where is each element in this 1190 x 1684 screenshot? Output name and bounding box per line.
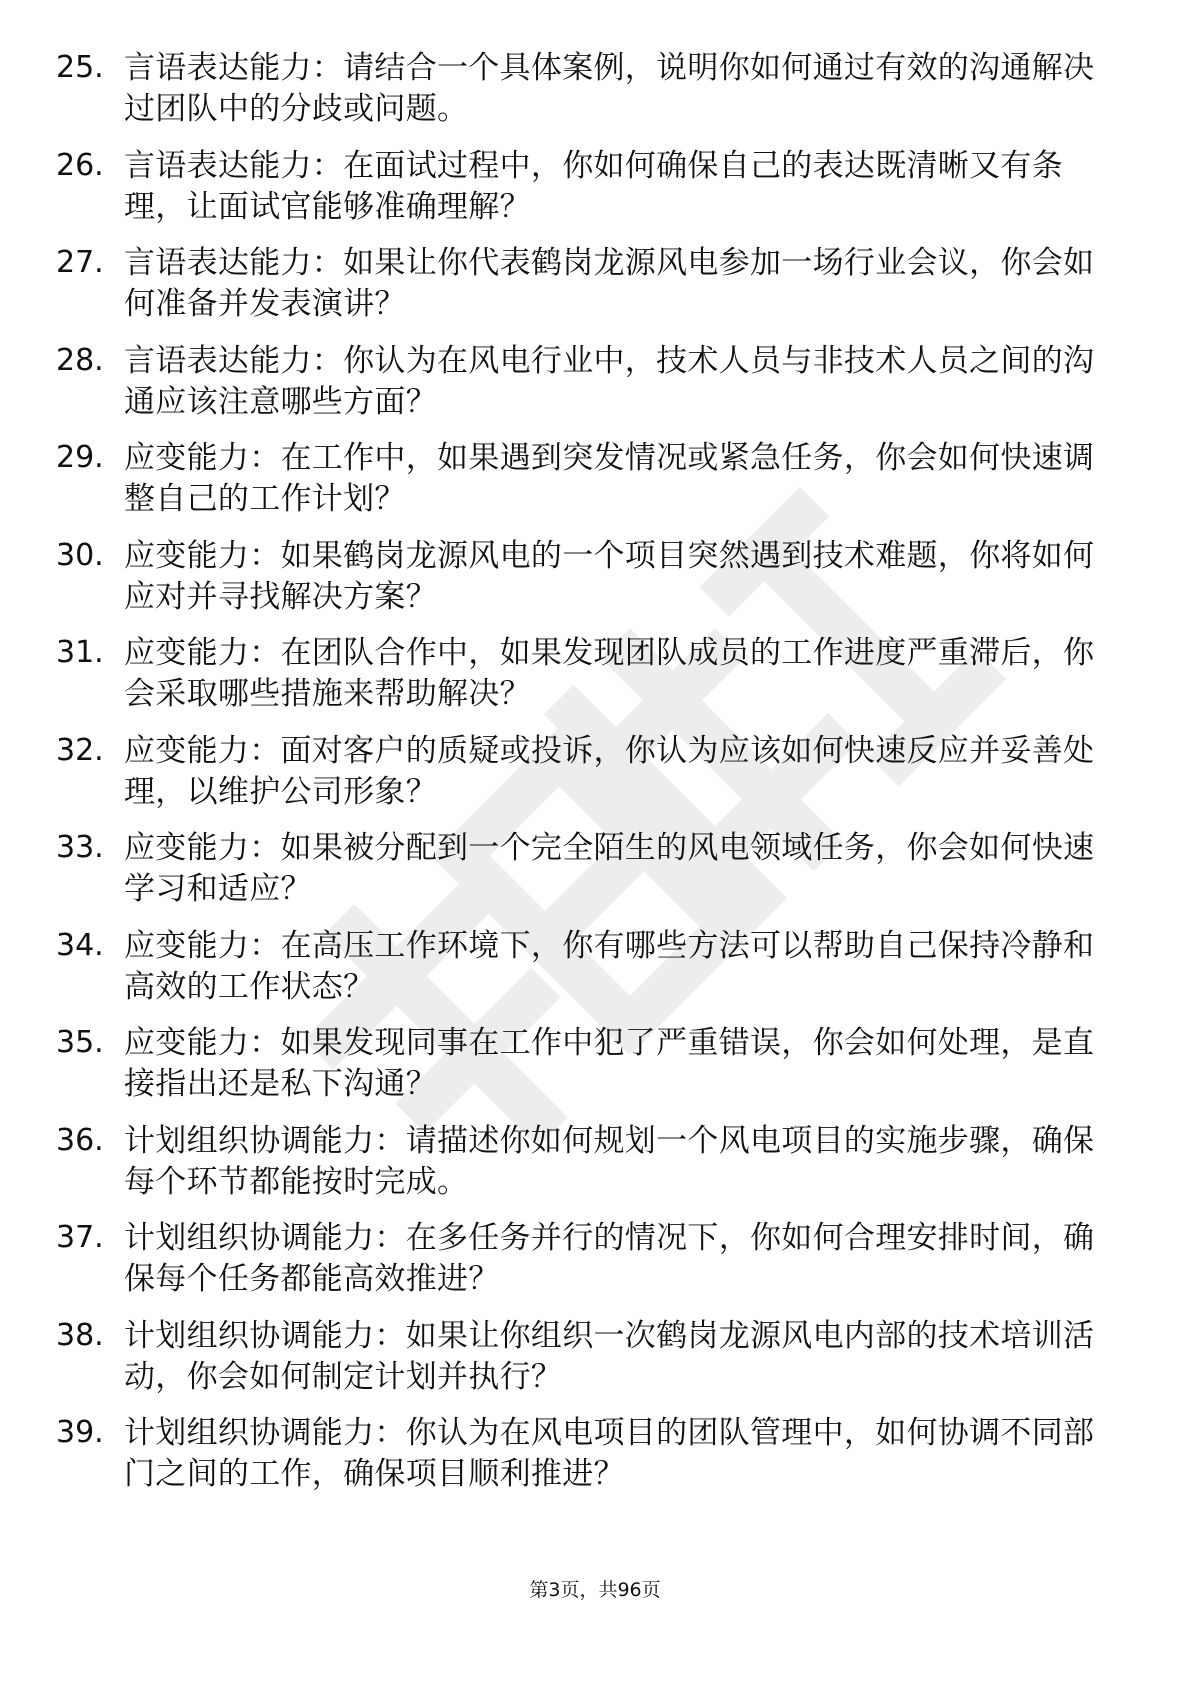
question-item bbox=[0, 1316, 1190, 1414]
question-text: 应变能力：在团队合作中，如果发现团队成员的工作进度严重滞后，你会采取哪些措施来帮助解决？ bbox=[124, 635, 1095, 712]
question-text: 言语表达能力：你认为在风电行业中，技术人员与非技术人员之间的沟通应该注意哪些方面？ bbox=[124, 342, 1095, 420]
question-item bbox=[0, 243, 1190, 341]
question-number: 35. bbox=[56, 1025, 104, 1060]
question-number: 34. bbox=[56, 927, 104, 963]
question-number: 31. bbox=[56, 635, 104, 670]
question-item bbox=[0, 828, 1190, 926]
question-item bbox=[0, 48, 1190, 146]
question-text: 应变能力：面对客户的质疑或投诉，你认为应该如何快速反应并妥善处理，以维护公司形象？ bbox=[124, 732, 1095, 810]
question-text: 言语表达能力：如果让你代表鹤岗龙源风电参加一场行业会议，你会如何准备并发表演讲？ bbox=[124, 245, 1095, 322]
question-item bbox=[0, 536, 1190, 634]
question-item bbox=[0, 341, 1190, 439]
question-text: 应变能力：如果鹤岗龙源风电的一个项目突然遇到技术难题，你将如何应对并寻找解决方案？ bbox=[124, 537, 1095, 615]
question-number: 39. bbox=[56, 1415, 104, 1450]
question-item bbox=[0, 146, 1190, 244]
question-text: 言语表达能力：请结合一个具体案例，说明你如何通过有效的沟通解决过团队中的分歧或问题。 bbox=[124, 50, 1095, 127]
question-number: 38. bbox=[56, 1317, 104, 1353]
question-text: 计划组织协调能力：请描述你如何规划一个风电项目的实施步骤，确保每个环节都能按时完成。 bbox=[124, 1122, 1095, 1200]
question-item bbox=[0, 1413, 1190, 1511]
question-item bbox=[0, 926, 1190, 1024]
question-list bbox=[0, 48, 1190, 1511]
question-number: 32. bbox=[56, 732, 104, 768]
question-item bbox=[0, 731, 1190, 829]
question-item bbox=[0, 1218, 1190, 1316]
question-number: 26. bbox=[56, 147, 104, 183]
question-number: 25. bbox=[56, 50, 104, 85]
question-text: 应变能力：如果被分配到一个完全陌生的风电领域任务，你会如何快速学习和适应？ bbox=[124, 830, 1095, 907]
question-text: 应变能力：在高压工作环境下，你有哪些方法可以帮助自己保持冷静和高效的工作状态？ bbox=[124, 927, 1095, 1005]
question-number: 30. bbox=[56, 537, 104, 573]
question-number: 27. bbox=[56, 245, 104, 280]
question-item bbox=[0, 1121, 1190, 1219]
question-number: 33. bbox=[56, 830, 104, 865]
question-number: 37. bbox=[56, 1220, 104, 1255]
question-number: 36. bbox=[56, 1122, 104, 1158]
question-text: 计划组织协调能力：如果让你组织一次鹤岗龙源风电内部的技术培训活动，你会如何制定计划并执行？ bbox=[124, 1317, 1095, 1395]
question-item bbox=[0, 1023, 1190, 1121]
question-number: 29. bbox=[56, 440, 104, 475]
question-item bbox=[0, 633, 1190, 731]
question-item bbox=[0, 438, 1190, 536]
question-text: 计划组织协调能力：在多任务并行的情况下，你如何合理安排时间，确保每个任务都能高效推进？ bbox=[124, 1220, 1095, 1297]
page-number-footer: 第3页，共96页 bbox=[529, 1579, 661, 1601]
question-text: 应变能力：在工作中，如果遇到突发情况或紧急任务，你会如何快速调整自己的工作计划？ bbox=[124, 440, 1095, 517]
question-text: 应变能力：如果发现同事在工作中犯了严重错误，你会如何处理，是直接指出还是私下沟通？ bbox=[124, 1025, 1095, 1102]
question-text: 计划组织协调能力：你认为在风电项目的团队管理中，如何协调不同部门之间的工作，确保项目顺利推进？ bbox=[124, 1415, 1095, 1492]
question-number: 28. bbox=[56, 342, 104, 378]
question-text: 言语表达能力：在面试过程中，你如何确保自己的表达既清晰又有条理，让面试官能够准确理解？ bbox=[124, 147, 1063, 225]
